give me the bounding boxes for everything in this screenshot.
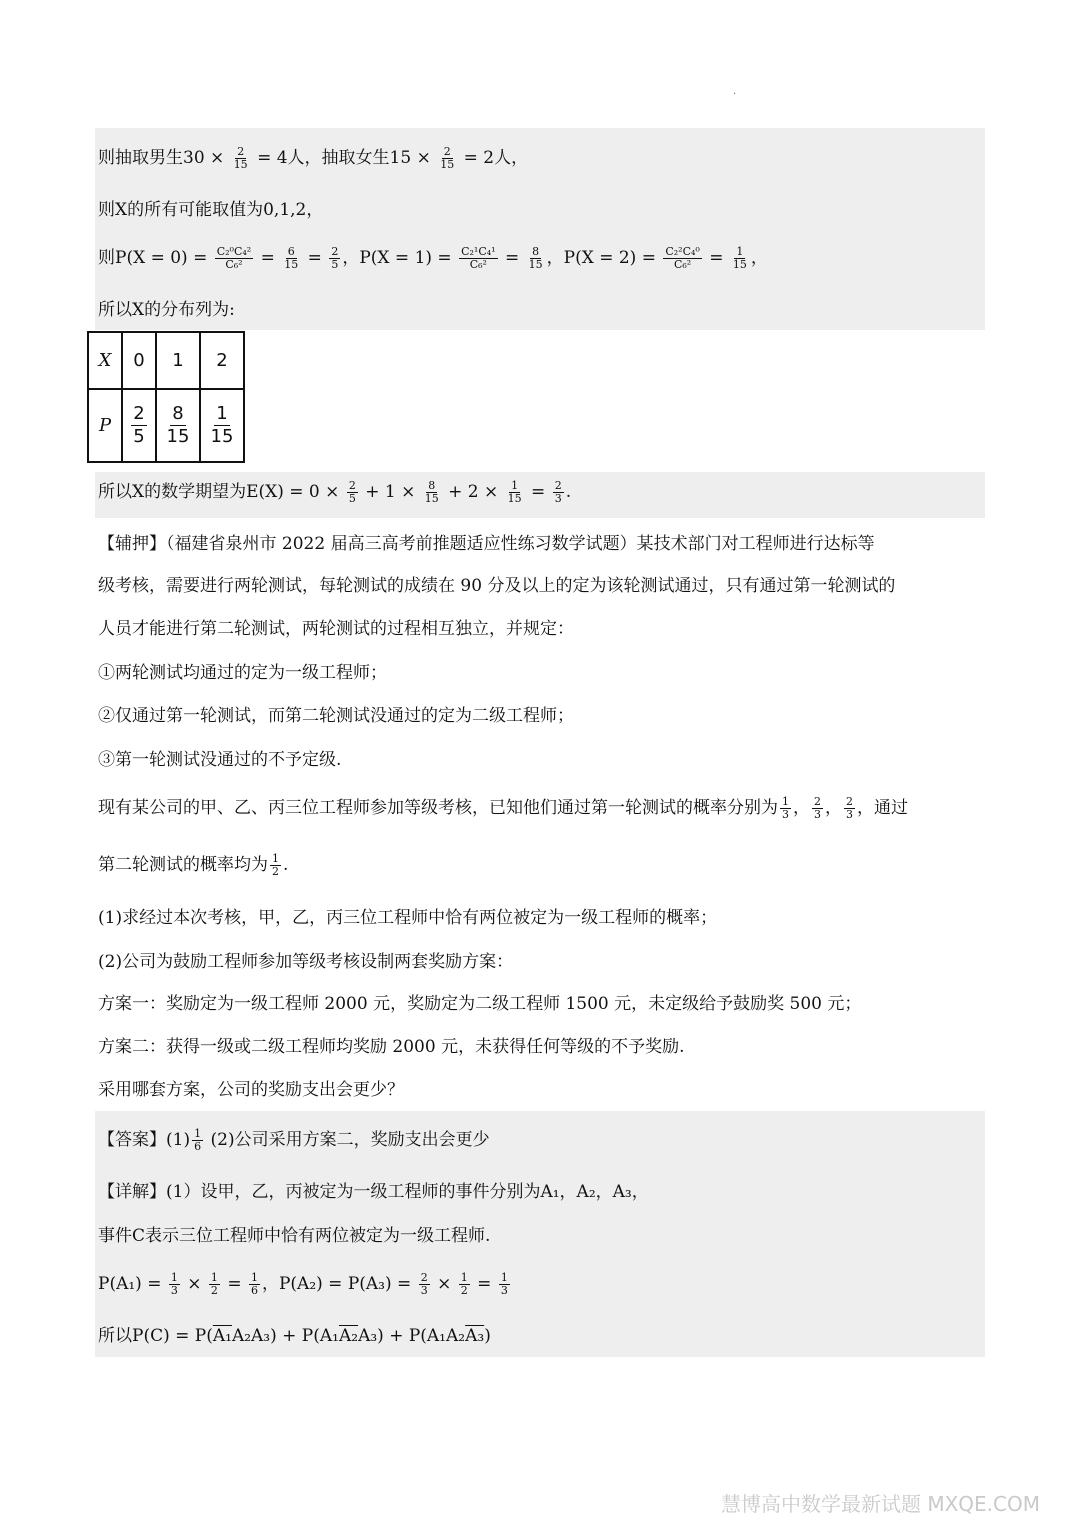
problem-para-2: 级考核，需要进行两轮测试，每轮测试的成绩在 90 分及以上的定为该轮测试通过，只有通过第一轮测试的 xyxy=(98,576,896,596)
detail-line-2: 事件C表示三位工程师中恰有两位被定为一级工程师. xyxy=(98,1226,491,1246)
detail-line-3: P(A₁) = $\frac{1}{3}$ × $\frac{1}{2}$ = $\frac{1}{6}$ ，P(A₂) = P(A₃) = $\frac{2}{3}$ × $\frac{1}{2}$ = $\frac{1}{3}$ xyxy=(98,1271,508,1297)
header-dot: . xyxy=(733,86,737,97)
line-distribution-intro: 所以X的分布列为: xyxy=(98,300,235,320)
table-cell: 1 xyxy=(156,332,200,389)
line-sample-count: 则抽取男生30 × $\frac{2}{15}$ = 4人，抽取女生15 × $\frac{2}{15}$ = 2人， xyxy=(98,145,529,171)
line-expectation: 所以X的数学期望为E(X) = 0 × $\frac{2}{5}$ + 1 × $\frac{8}{15}$ + 2 × $\frac{1}{15}$ = $\frac{2}{3}$ . xyxy=(98,479,572,505)
rule-1: ①两轮测试均通过的定为一级工程师； xyxy=(98,663,387,683)
problem-para-5: 第二轮测试的概率均为 $\frac{1}{2}$ . xyxy=(98,852,289,878)
question-3: 采用哪套方案，公司的奖励支出会更少？ xyxy=(98,1080,404,1100)
table-cell: X xyxy=(88,332,122,389)
line-values: 则X的所有可能取值为0,1,2， xyxy=(98,200,324,220)
table-cell: P xyxy=(88,389,122,462)
table-cell: $\frac{1}{15}$ xyxy=(200,389,244,462)
detail-line-1: 【详解】(1）设甲，乙，丙被定为一级工程师的事件分别为A₁，A₂，A₃， xyxy=(98,1182,649,1202)
distribution-table xyxy=(87,331,245,463)
table-cell: $\frac{8}{15}$ xyxy=(156,389,200,462)
plan-2: 方案二：获得一级或二级工程师均奖励 2000 元，未获得任何等级的不予奖励. xyxy=(98,1037,685,1057)
detail-line-4: 所以P(C) = P(A₁A₂A₃) + P(A₁A₂A₃) + P(A₁A₂A₃) xyxy=(98,1326,491,1346)
watermark: 慧博高中数学最新试题 MXQE.COM xyxy=(720,1492,1040,1516)
problem-para-4: 现有某公司的甲、乙、丙三位工程师参加等级考核，已知他们通过第一轮测试的概率分别为 $\frac{1}{3}$ ， $\frac{2}{3}$ ， $\frac{2}{3}$ ，通过 xyxy=(98,795,908,821)
line-probabilities: 则P(X = 0) = $\frac{\text{C₂⁰C₄²}}{\text{C₆²}}$ = $\frac{6}{15}$ = $\frac{2}{5}$ ，P(X = 1) = $\frac{\text{C₂¹C₄¹}}{\text{C₆²}}$ = $\frac{8}{15}$ ，P(X = 2) = $\frac{\text{C₂²C₄⁰}}{\text{C₆²}}$ = $\frac{1}{15}$ ， xyxy=(98,245,768,271)
table-cell: 0 xyxy=(122,332,156,389)
plan-1: 方案一：奖励定为一级工程师 2000 元，奖励定为二级工程师 1500 元，未定级给予鼓励奖 500 元； xyxy=(98,994,862,1014)
rule-3: ③第一轮测试没通过的不予定级. xyxy=(98,750,342,770)
table-cell: 2 xyxy=(200,332,244,389)
problem-para-1: 【辅押】（福建省泉州市 2022 届高三高考前推题适应性练习数学试题）某技术部门对工程师进行达标等 xyxy=(98,534,875,554)
question-1: (1)求经过本次考核，甲，乙，丙三位工程师中恰有两位被定为一级工程师的概率； xyxy=(98,908,718,928)
problem-para-3: 人员才能进行第二轮测试，两轮测试的过程相互独立，并规定： xyxy=(98,619,574,639)
table-cell: $\frac{2}{5}$ xyxy=(122,389,156,462)
table-row xyxy=(88,332,244,389)
rule-2: ②仅通过第一轮测试，而第二轮测试没通过的定为二级工程师； xyxy=(98,706,574,726)
answer-line: 【答案】(1) $\frac{1}{6}$ (2)公司采用方案二，奖励支出会更少 xyxy=(98,1127,490,1153)
question-2: (2)公司为鼓励工程师参加等级考核设制两套奖励方案： xyxy=(98,952,514,972)
table-row xyxy=(88,389,244,462)
